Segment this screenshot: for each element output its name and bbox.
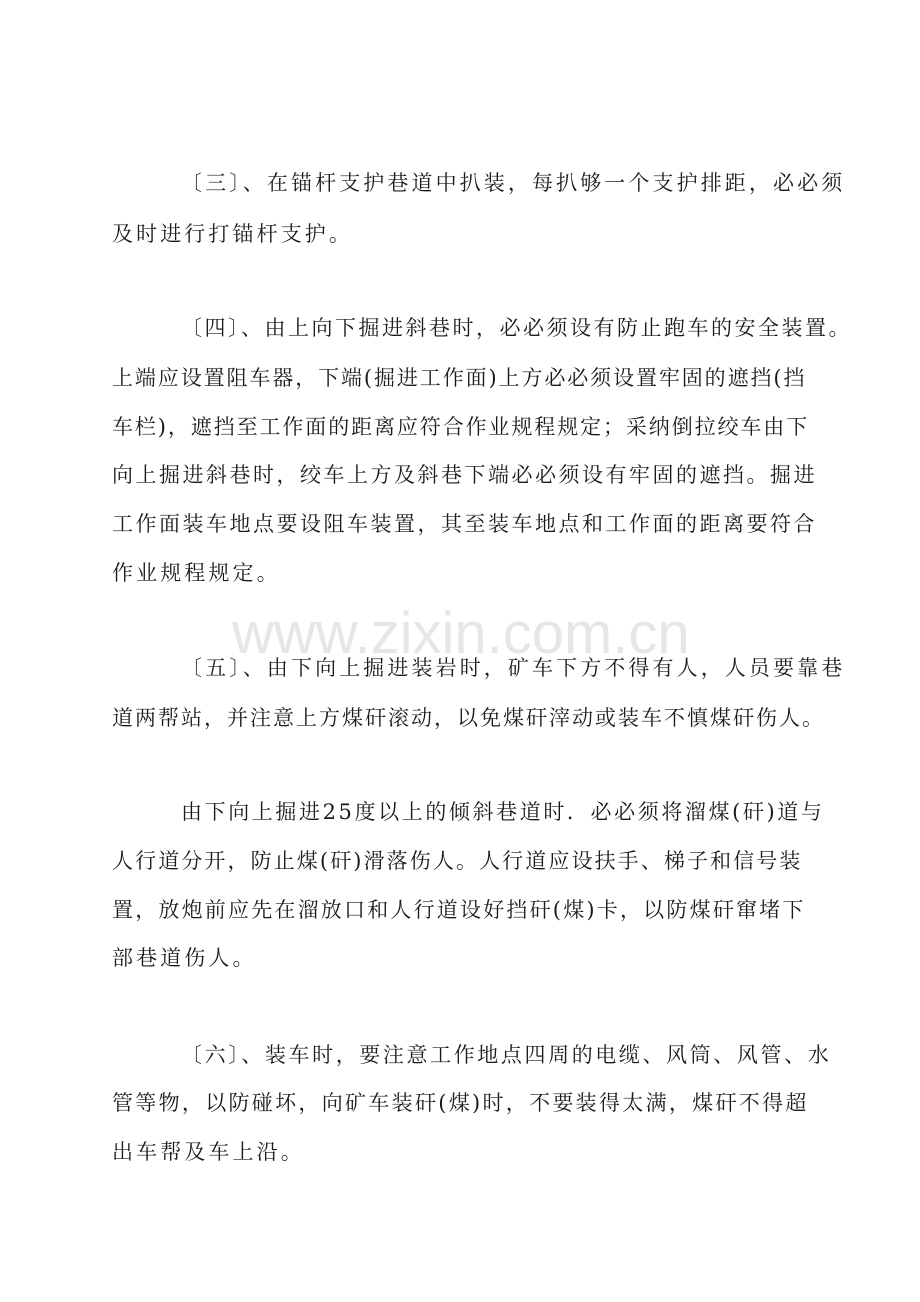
paragraph-2-line-3: 车栏)，遮挡至工作面的距离应符合作业规程规定；采纳倒拉绞车由下 [112,415,810,439]
paragraph-3-line-2: 道两帮站，并注意上方煤矸滚动，以免煤矸滓动或装车不慎煤矸伤人。 [112,706,825,730]
paragraph-1-line-2: 及时进行打锚杆支护。 [112,222,353,246]
paragraph-1-line-1: 〔三〕、在锚杆支护巷道中扒装，每扒够一个支护排距，必必须 [181,171,846,195]
paragraph-2-line-6: 作业规程规定。 [112,561,281,585]
paragraph-2-line-4: 向上掘进斜巷时，绞车上方及斜巷下端必必须设有牢固的遮挡。掘进 [112,463,817,487]
paragraph-2-line-5: 工作面装车地点要设阻车装置，其至装车地点和工作面的距离要符合 [112,512,817,536]
paragraph-2-line-1: 〔四〕、由上向下掘进斜巷时，必必须设有防止跑车的安全装置。 [181,316,852,340]
watermark: www.zixin.com.cn [232,601,690,666]
paragraph-5-line-2: 管等物，以防碰坏，向矿车装矸(煤)时，不要装得太满，煤矸不得超 [112,1091,809,1115]
paragraph-5-line-1: 〔六〕、装车时，要注意工作地点四周的电缆、风筒、风管、水 [181,1043,832,1067]
paragraph-4-line-3: 置，放炮前应先在溜放口和人行道设好挡矸(煤)卡，以防煤矸窜堵下 [112,898,806,922]
paragraph-2-line-2: 上端应设置阻车器，下端(掘进工作面)上方必必须设置牢固的遮挡(挡 [112,366,807,390]
paragraph-4-line-1: 由下向上掘进25度以上的倾斜巷道时．必必须将溜煤(矸)道与 [181,800,825,824]
paragraph-3-line-1: 〔五〕、由下向上掘进装岩时，矿车下方不得有人，人员要靠巷 [181,656,846,680]
paragraph-4-line-2: 人行道分开，防止煤(矸)滑落伤人。人行道应设扶手、梯子和信号装 [112,849,803,873]
paragraph-5-line-3: 出车帮及车上沿。 [112,1140,305,1164]
paragraph-4-line-4: 部巷道伤人。 [112,946,257,970]
